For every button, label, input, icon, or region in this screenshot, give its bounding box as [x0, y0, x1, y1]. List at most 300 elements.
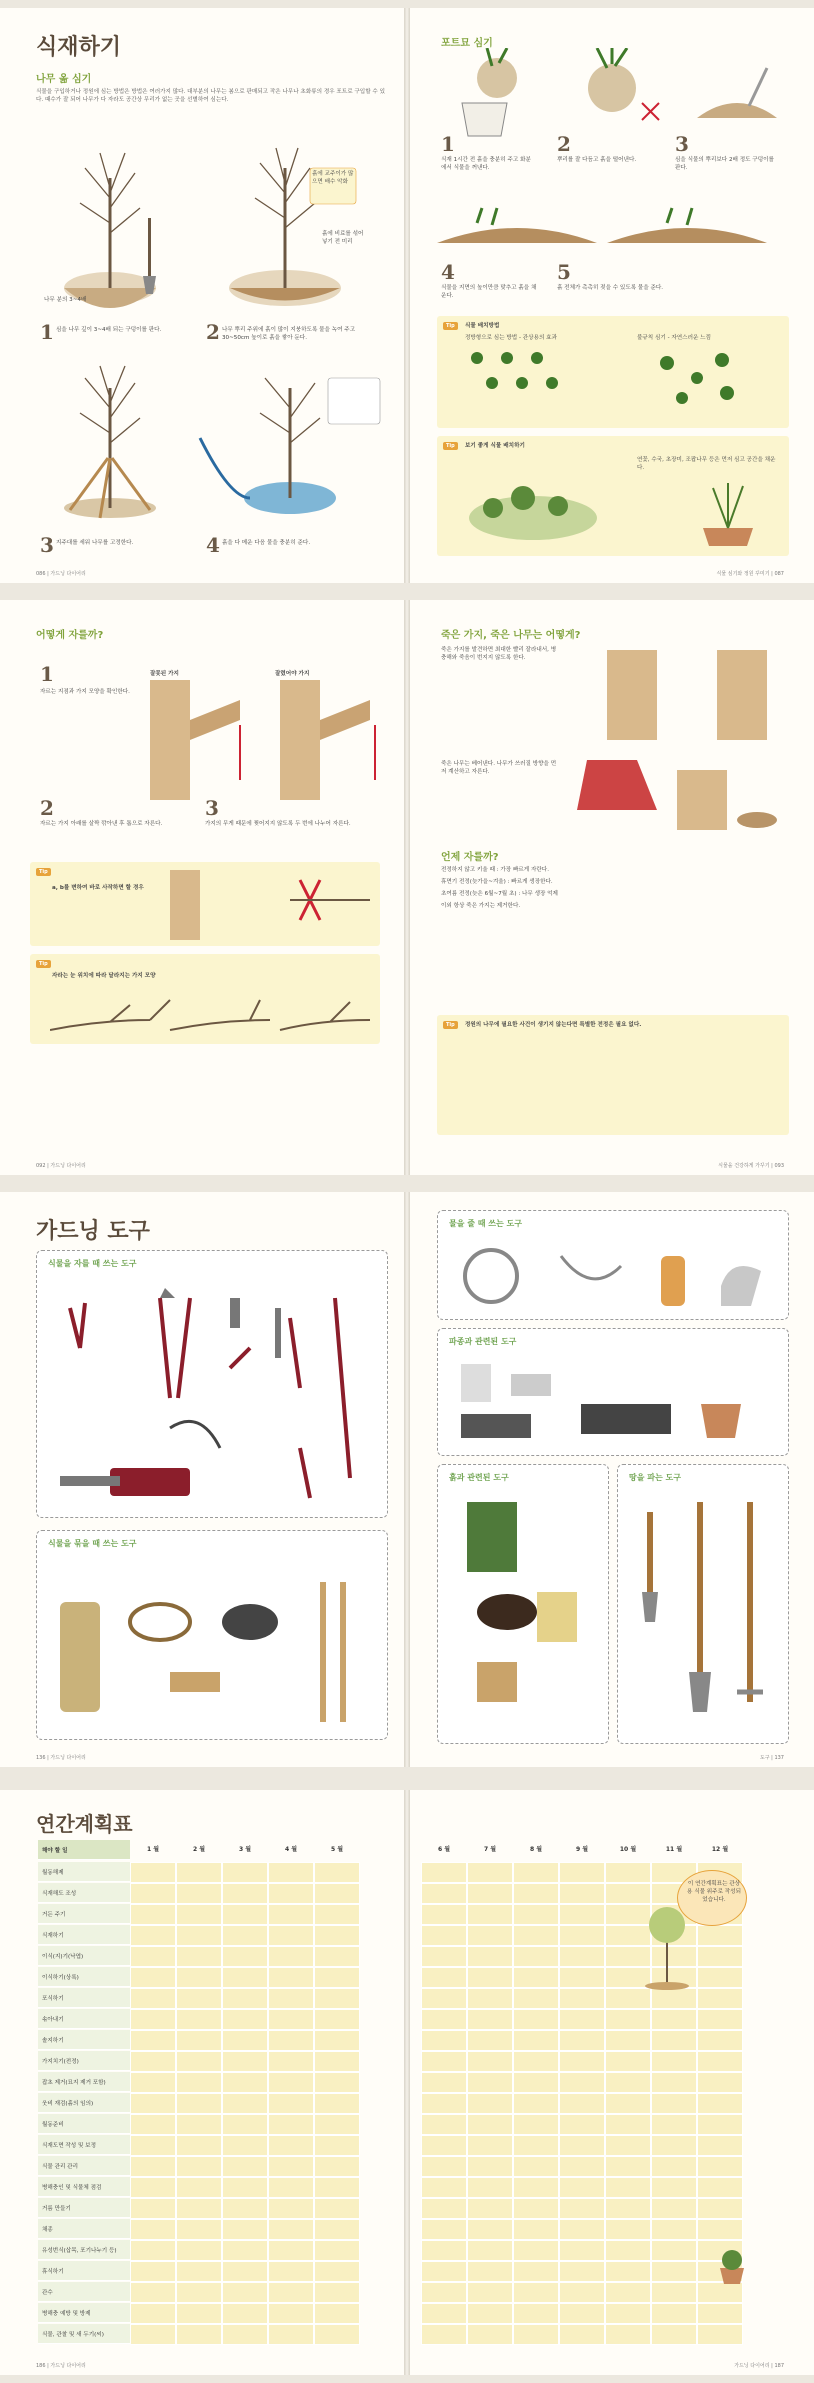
calendar-cell[interactable] [421, 2072, 467, 2093]
calendar-cell[interactable] [559, 1967, 605, 1988]
calendar-cell[interactable] [559, 2282, 605, 2303]
calendar-cell[interactable] [513, 1925, 559, 1946]
calendar-cell[interactable] [559, 1862, 605, 1883]
calendar-cell[interactable] [222, 1988, 268, 2009]
label-right: 잘렸어야 가지 [275, 671, 310, 677]
calendar-cell[interactable] [467, 2135, 513, 2156]
calendar-cell[interactable] [513, 2051, 559, 2072]
soil-tools-illustration [447, 1492, 607, 1732]
calendar-cell[interactable] [222, 1883, 268, 1904]
calendar-cell[interactable] [467, 2093, 513, 2114]
calendar-cell[interactable] [176, 2219, 222, 2240]
calendar-cell[interactable] [651, 2093, 697, 2114]
calendar-cell[interactable] [605, 2240, 651, 2261]
calendar-cell[interactable] [513, 2156, 559, 2177]
calendar-cell[interactable] [651, 2135, 697, 2156]
calendar-cell[interactable] [130, 2282, 176, 2303]
calendar-cell[interactable] [130, 2177, 176, 2198]
calendar-cell[interactable] [513, 2072, 559, 2093]
calendar-cell[interactable] [176, 2261, 222, 2282]
calendar-cell[interactable] [314, 2156, 360, 2177]
calendar-cell[interactable] [651, 2240, 697, 2261]
calendar-cell[interactable] [651, 2072, 697, 2093]
calendar-cell[interactable] [651, 2282, 697, 2303]
calendar-cell[interactable] [130, 1904, 176, 1925]
step-number-5: 5 [557, 260, 571, 284]
tree-illustration-4 [190, 358, 390, 528]
calendar-cell[interactable] [513, 2135, 559, 2156]
calendar-cell[interactable] [176, 2240, 222, 2261]
calendar-cell[interactable] [421, 2093, 467, 2114]
month-header: 12 월 [711, 1846, 729, 1853]
calendar-cell[interactable] [176, 2198, 222, 2219]
calendar-cell[interactable] [222, 1967, 268, 1988]
calendar-cell[interactable] [222, 2009, 268, 2030]
calendar-cell[interactable] [697, 2114, 743, 2135]
calendar-cell[interactable] [421, 1883, 467, 1904]
calendar-cell[interactable] [314, 2198, 360, 2219]
calendar-cell[interactable] [559, 2135, 605, 2156]
calendar-cell[interactable] [421, 2135, 467, 2156]
calendar-cell[interactable] [176, 1904, 222, 1925]
calendar-cell[interactable] [697, 1967, 743, 1988]
calendar-cell[interactable] [222, 2177, 268, 2198]
calendar-cell[interactable] [421, 2303, 467, 2324]
calendar-cell[interactable] [314, 1862, 360, 1883]
calendar-cell[interactable] [513, 1883, 559, 1904]
gutter [404, 8, 410, 583]
calendar-cell[interactable] [605, 2051, 651, 2072]
calendar-cell[interactable] [268, 2135, 314, 2156]
calendar-cell[interactable] [467, 1967, 513, 1988]
calendar-cell[interactable] [421, 2261, 467, 2282]
calendar-cell[interactable] [176, 1883, 222, 1904]
month-header: 3 월 [238, 1846, 252, 1853]
calendar-cell[interactable] [513, 1946, 559, 1967]
calendar-cell[interactable] [421, 2009, 467, 2030]
calendar-cell[interactable] [605, 2198, 651, 2219]
calendar-cell[interactable] [130, 2303, 176, 2324]
calendar-cell[interactable] [314, 1988, 360, 2009]
calendar-cell[interactable] [421, 2324, 467, 2345]
calendar-cell[interactable] [697, 2072, 743, 2093]
calendar-cell[interactable] [176, 2156, 222, 2177]
calendar-cell[interactable] [176, 1988, 222, 2009]
calendar-cell[interactable] [268, 2303, 314, 2324]
calendar-cell[interactable] [222, 2072, 268, 2093]
calendar-cell[interactable] [314, 2051, 360, 2072]
pruning-tip-illustration [170, 870, 370, 940]
tip-label-1: Tip [443, 322, 458, 330]
task-label: 채종 [38, 2219, 130, 2239]
calendar-cell[interactable] [421, 1925, 467, 1946]
calendar-cell[interactable] [268, 1988, 314, 2009]
calendar-cell[interactable] [605, 2009, 651, 2030]
calendar-cell[interactable] [559, 2261, 605, 2282]
calendar-cell[interactable] [697, 1925, 743, 1946]
calendar-cell[interactable] [176, 2093, 222, 2114]
step-text-4: 흙을 다 메운 다음 물을 충분히 준다. [222, 540, 311, 546]
calendar-cell[interactable] [130, 2093, 176, 2114]
calendar-cell[interactable] [268, 1925, 314, 1946]
calendar-cell[interactable] [421, 2051, 467, 2072]
calendar-cell[interactable] [697, 2198, 743, 2219]
calendar-cell[interactable] [421, 2240, 467, 2261]
task-label: 식재하기 [38, 1925, 130, 1945]
calendar-cell[interactable] [314, 1925, 360, 1946]
tip-text-1a: 정방형으로 심는 방법 - 관상용의 효과 [465, 335, 557, 341]
calendar-cell[interactable] [697, 2219, 743, 2240]
calendar-cell[interactable] [697, 1988, 743, 2009]
calendar-cell[interactable] [513, 2219, 559, 2240]
calendar-cell[interactable] [513, 2009, 559, 2030]
calendar-cell[interactable] [605, 2303, 651, 2324]
calendar-cell[interactable] [421, 2156, 467, 2177]
gutter [404, 600, 410, 1175]
calendar-cell[interactable] [559, 1988, 605, 2009]
calendar-cell[interactable] [605, 2219, 651, 2240]
calendar-cell[interactable] [268, 2282, 314, 2303]
calendar-cell[interactable] [176, 1925, 222, 1946]
calendar-cell[interactable] [314, 1904, 360, 1925]
calendar-cell[interactable] [559, 2198, 605, 2219]
calendar-cell[interactable] [513, 2324, 559, 2345]
calendar-cell[interactable] [314, 2219, 360, 2240]
tip-box [437, 1015, 789, 1135]
calendar-cell[interactable] [421, 2030, 467, 2051]
calendar-cell[interactable] [467, 2030, 513, 2051]
calendar-cell[interactable] [130, 2051, 176, 2072]
calendar-cell[interactable] [130, 2198, 176, 2219]
calendar-cell[interactable] [467, 1946, 513, 1967]
calendar-cell[interactable] [421, 1946, 467, 1967]
calendar-cell[interactable] [176, 2009, 222, 2030]
calendar-cell[interactable] [222, 2303, 268, 2324]
calendar-cell[interactable] [697, 1946, 743, 1967]
calendar-cell[interactable] [130, 2156, 176, 2177]
gutter [404, 1790, 410, 2375]
calendar-cell[interactable] [268, 2009, 314, 2030]
calendar-cell[interactable] [314, 2282, 360, 2303]
calendar-cell[interactable] [651, 1988, 697, 2009]
calendar-cell[interactable] [130, 2114, 176, 2135]
calendar-cell[interactable] [605, 2135, 651, 2156]
calendar-cell[interactable] [559, 1946, 605, 1967]
page-footer: 092 | 가드닝 다이어리 [36, 1163, 86, 1169]
calendar-cell[interactable] [651, 2198, 697, 2219]
calendar-cell[interactable] [559, 2009, 605, 2030]
calendar-cell[interactable] [467, 2324, 513, 2345]
calendar-cell[interactable] [314, 2009, 360, 2030]
calendar-cell[interactable] [697, 2030, 743, 2051]
calendar-cell[interactable] [176, 2177, 222, 2198]
calendar-cell[interactable] [513, 2303, 559, 2324]
calendar-cell[interactable] [222, 2324, 268, 2345]
calendar-cell[interactable] [697, 2051, 743, 2072]
page-title: 식재하기 [36, 34, 122, 60]
calendar-cell[interactable] [268, 1946, 314, 1967]
calendar-cell[interactable] [222, 2240, 268, 2261]
calendar-cell[interactable] [222, 2219, 268, 2240]
calendar-cell[interactable] [421, 1967, 467, 1988]
calendar-cell[interactable] [467, 2072, 513, 2093]
calendar-cell[interactable] [467, 1904, 513, 1925]
calendar-cell[interactable] [268, 1883, 314, 1904]
step-number-3: 3 [40, 533, 54, 557]
calendar-cell[interactable] [130, 2240, 176, 2261]
calendar-cell[interactable] [268, 2030, 314, 2051]
step-text-4: 식물을 지면의 높이만큼 맞추고 흙을 채운다. [441, 285, 537, 300]
calendar-cell[interactable] [605, 2072, 651, 2093]
calendar-cell[interactable] [559, 2051, 605, 2072]
calendar-cell[interactable] [268, 2219, 314, 2240]
tip-label-2: Tip [443, 442, 458, 450]
calendar-cell[interactable] [605, 1988, 651, 2009]
calendar-cell[interactable] [559, 1925, 605, 1946]
calendar-cell[interactable] [421, 2282, 467, 2303]
calendar-cell[interactable] [513, 1862, 559, 1883]
calendar-cell[interactable] [268, 2177, 314, 2198]
calendar-cell[interactable] [559, 2072, 605, 2093]
calendar-cell[interactable] [513, 1967, 559, 1988]
calendar-cell[interactable] [222, 2282, 268, 2303]
tip-title-2: 자라는 눈 위치에 따라 달라지는 가지 모양 [52, 973, 156, 979]
calendar-cell[interactable] [651, 2009, 697, 2030]
calendar-cell[interactable] [314, 1883, 360, 1904]
calendar-cell[interactable] [176, 2051, 222, 2072]
step-number-2: 2 [557, 132, 571, 156]
intro-text: 식물을 구입하거나 정원에 심는 방법은 방법은 여러가지 많다. 대부분의 나무는 봄으로 판매되고 작은 나무나 초화류의 경우 포트로 구입할 수 있다. 때수가 잘 되어 나무가 다 자라도 공간상 무리가 없는 곳을 선별하여 심는다. [36, 89, 385, 104]
tip-label-1: Tip [36, 868, 51, 876]
calendar-cell[interactable] [513, 2093, 559, 2114]
calendar-cell[interactable] [421, 2198, 467, 2219]
calendar-cell[interactable] [467, 2219, 513, 2240]
calendar-cell[interactable] [314, 2072, 360, 2093]
calendar-cell[interactable] [268, 2093, 314, 2114]
calendar-cell[interactable] [176, 2324, 222, 2345]
calendar-cell[interactable] [559, 1904, 605, 1925]
calendar-cell[interactable] [130, 2030, 176, 2051]
calendar-cell[interactable] [268, 1862, 314, 1883]
paragraph-1: 죽은 가지를 발견하면 최대한 빨리 잘라내서, 병충해와 죽음이 번지지 않도록 한다. [441, 647, 557, 662]
calendar-cell[interactable] [222, 2030, 268, 2051]
calendar-cell[interactable] [467, 2240, 513, 2261]
calendar-cell[interactable] [130, 1988, 176, 2009]
calendar-cell[interactable] [130, 1862, 176, 1883]
calendar-cell[interactable] [222, 1946, 268, 1967]
calendar-cell[interactable] [314, 2135, 360, 2156]
calendar-cell[interactable] [467, 2114, 513, 2135]
calendar-cell[interactable] [314, 2114, 360, 2135]
page-left [0, 1790, 407, 2375]
calendar-cell[interactable] [176, 2303, 222, 2324]
calendar-cell[interactable] [467, 2198, 513, 2219]
calendar-cell[interactable] [314, 2030, 360, 2051]
calendar-cell[interactable] [222, 2156, 268, 2177]
calendar-cell[interactable] [314, 2303, 360, 2324]
calendar-cell[interactable] [559, 2177, 605, 2198]
calendar-cell[interactable] [314, 2261, 360, 2282]
calendar-cell[interactable] [697, 2177, 743, 2198]
calendar-cell[interactable] [467, 2156, 513, 2177]
calendar-cell[interactable] [605, 2114, 651, 2135]
calendar-cell[interactable] [605, 2093, 651, 2114]
calendar-cell[interactable] [559, 2114, 605, 2135]
calendar-cell[interactable] [176, 1967, 222, 1988]
step-text-1: 심을 나무 깊이 3~4배 되는 구덩이를 판다. [56, 327, 162, 333]
branch-illustration [130, 680, 390, 800]
calendar-cell[interactable] [222, 1862, 268, 1883]
calendar-cell[interactable] [559, 2324, 605, 2345]
calendar-cell[interactable] [222, 2135, 268, 2156]
box-title: 물을 줄 때 쓰는 도구 [449, 1219, 522, 1228]
calendar-cell[interactable] [222, 2261, 268, 2282]
calendar-cell[interactable] [268, 2114, 314, 2135]
calendar-cell[interactable] [513, 2282, 559, 2303]
calendar-cell[interactable] [651, 2051, 697, 2072]
calendar-cell[interactable] [697, 2156, 743, 2177]
calendar-cell[interactable] [697, 2009, 743, 2030]
calendar-cell[interactable] [513, 2198, 559, 2219]
calendar-cell[interactable] [467, 1925, 513, 1946]
calendar-cell[interactable] [314, 1967, 360, 1988]
calendar-cell[interactable] [651, 2177, 697, 2198]
calendar-cell[interactable] [130, 1925, 176, 1946]
calendar-cell[interactable] [467, 1883, 513, 1904]
calendar-cell[interactable] [559, 2156, 605, 2177]
calendar-cell[interactable] [559, 2030, 605, 2051]
calendar-cell[interactable] [314, 1946, 360, 1967]
tip-text-2: 연꽃, 수국, 초장미, 조팝나무 등은 먼저 심고 공간을 채운다. [637, 457, 776, 472]
task-label: 거름 만들기 [38, 2198, 130, 2218]
calendar-cell[interactable] [130, 2219, 176, 2240]
calendar-cell[interactable] [176, 2282, 222, 2303]
calendar-cell[interactable] [222, 1904, 268, 1925]
calendar-cell[interactable] [314, 2093, 360, 2114]
step-text-1: 식재 1시간 전 흙을 충분히 주고 화분에서 식물을 꺼낸다. [441, 157, 531, 172]
calendar-cell[interactable] [176, 1862, 222, 1883]
calendar-cell[interactable] [651, 2324, 697, 2345]
calendar-cell[interactable] [176, 2135, 222, 2156]
calendar-cell[interactable] [268, 1967, 314, 1988]
calendar-cell[interactable] [222, 1925, 268, 1946]
calendar-cell[interactable] [651, 2219, 697, 2240]
calendar-cell[interactable] [605, 2156, 651, 2177]
calendar-cell[interactable] [513, 2030, 559, 2051]
calendar-cell[interactable] [222, 2114, 268, 2135]
calendar-cell[interactable] [130, 2324, 176, 2345]
calendar-cell[interactable] [651, 2114, 697, 2135]
calendar-cell[interactable] [559, 2240, 605, 2261]
calendar-cell[interactable] [651, 2303, 697, 2324]
calendar-cell[interactable] [651, 2030, 697, 2051]
calendar-cell[interactable] [130, 1946, 176, 1967]
calendar-cell[interactable] [421, 2177, 467, 2198]
calendar-cell[interactable] [513, 1904, 559, 1925]
calendar-cell[interactable] [467, 1988, 513, 2009]
calendar-cell[interactable] [697, 2324, 743, 2345]
calendar-cell[interactable] [513, 2114, 559, 2135]
calendar-cell[interactable] [559, 2303, 605, 2324]
page-right [407, 600, 814, 1175]
calendar-cell[interactable] [176, 1946, 222, 1967]
calendar-cell[interactable] [467, 2282, 513, 2303]
calendar-cell[interactable] [314, 2177, 360, 2198]
calendar-cell[interactable] [268, 2324, 314, 2345]
calendar-cell[interactable] [605, 2324, 651, 2345]
calendar-cell[interactable] [559, 1883, 605, 1904]
box-title: 땅을 파는 도구 [629, 1473, 681, 1482]
calendar-cell[interactable] [268, 2198, 314, 2219]
calendar-cell[interactable] [605, 1862, 651, 1883]
calendar-cell[interactable] [605, 2282, 651, 2303]
calendar-cell[interactable] [697, 2303, 743, 2324]
calendar-cell[interactable] [467, 1862, 513, 1883]
calendar-cell[interactable] [130, 2261, 176, 2282]
calendar-cell[interactable] [268, 2261, 314, 2282]
calendar-cell[interactable] [268, 1904, 314, 1925]
calendar-cell[interactable] [513, 2240, 559, 2261]
page-footer: 가드닝 다이어리 | 187 [734, 2363, 784, 2369]
calendar-cell[interactable] [314, 2324, 360, 2345]
calendar-cell[interactable] [222, 2093, 268, 2114]
calendar-cell[interactable] [605, 2261, 651, 2282]
calendar-cell[interactable] [268, 2156, 314, 2177]
calendar-cell[interactable] [697, 2093, 743, 2114]
calendar-cell[interactable] [421, 1862, 467, 1883]
calendar-cell[interactable] [513, 1988, 559, 2009]
calendar-cell[interactable] [222, 2051, 268, 2072]
calendar-cell[interactable] [513, 2261, 559, 2282]
calendar-cell[interactable] [559, 2093, 605, 2114]
calendar-cell[interactable] [467, 2177, 513, 2198]
calendar-cell[interactable] [513, 2177, 559, 2198]
calendar-cell[interactable] [421, 1988, 467, 2009]
calendar-cell[interactable] [176, 2114, 222, 2135]
calendar-cell[interactable] [268, 2072, 314, 2093]
calendar-cell[interactable] [130, 2135, 176, 2156]
calendar-cell[interactable] [130, 1883, 176, 1904]
calendar-cell[interactable] [467, 2051, 513, 2072]
calendar-cell[interactable] [314, 2240, 360, 2261]
calendar-cell[interactable] [421, 2114, 467, 2135]
calendar-cell[interactable] [651, 2261, 697, 2282]
calendar-cell[interactable] [651, 2156, 697, 2177]
calendar-cell[interactable] [697, 2135, 743, 2156]
calendar-cell[interactable] [421, 1904, 467, 1925]
calendar-cell[interactable] [130, 2009, 176, 2030]
step-number-4: 4 [206, 533, 220, 557]
calendar-cell[interactable] [467, 2009, 513, 2030]
calendar-cell[interactable] [605, 2177, 651, 2198]
binding-tools-illustration [50, 1562, 380, 1732]
calendar-cell[interactable] [268, 2240, 314, 2261]
planting-soil-illustration [437, 203, 777, 263]
calendar-cell[interactable] [559, 2219, 605, 2240]
calendar-cell[interactable] [421, 2219, 467, 2240]
calendar-cell[interactable] [222, 2198, 268, 2219]
month-header-label: 해야 할 일 [38, 1840, 130, 1860]
calendar-cell[interactable] [467, 2303, 513, 2324]
calendar-cell[interactable] [467, 2261, 513, 2282]
calendar-cell[interactable] [605, 2030, 651, 2051]
calendar-cell[interactable] [130, 2072, 176, 2093]
calendar-cell[interactable] [176, 2072, 222, 2093]
box-title: 식물을 묶을 때 쓰는 도구 [48, 1539, 137, 1548]
calendar-cell[interactable] [176, 2030, 222, 2051]
calendar-cell[interactable] [268, 2051, 314, 2072]
calendar-cell[interactable] [130, 1967, 176, 1988]
